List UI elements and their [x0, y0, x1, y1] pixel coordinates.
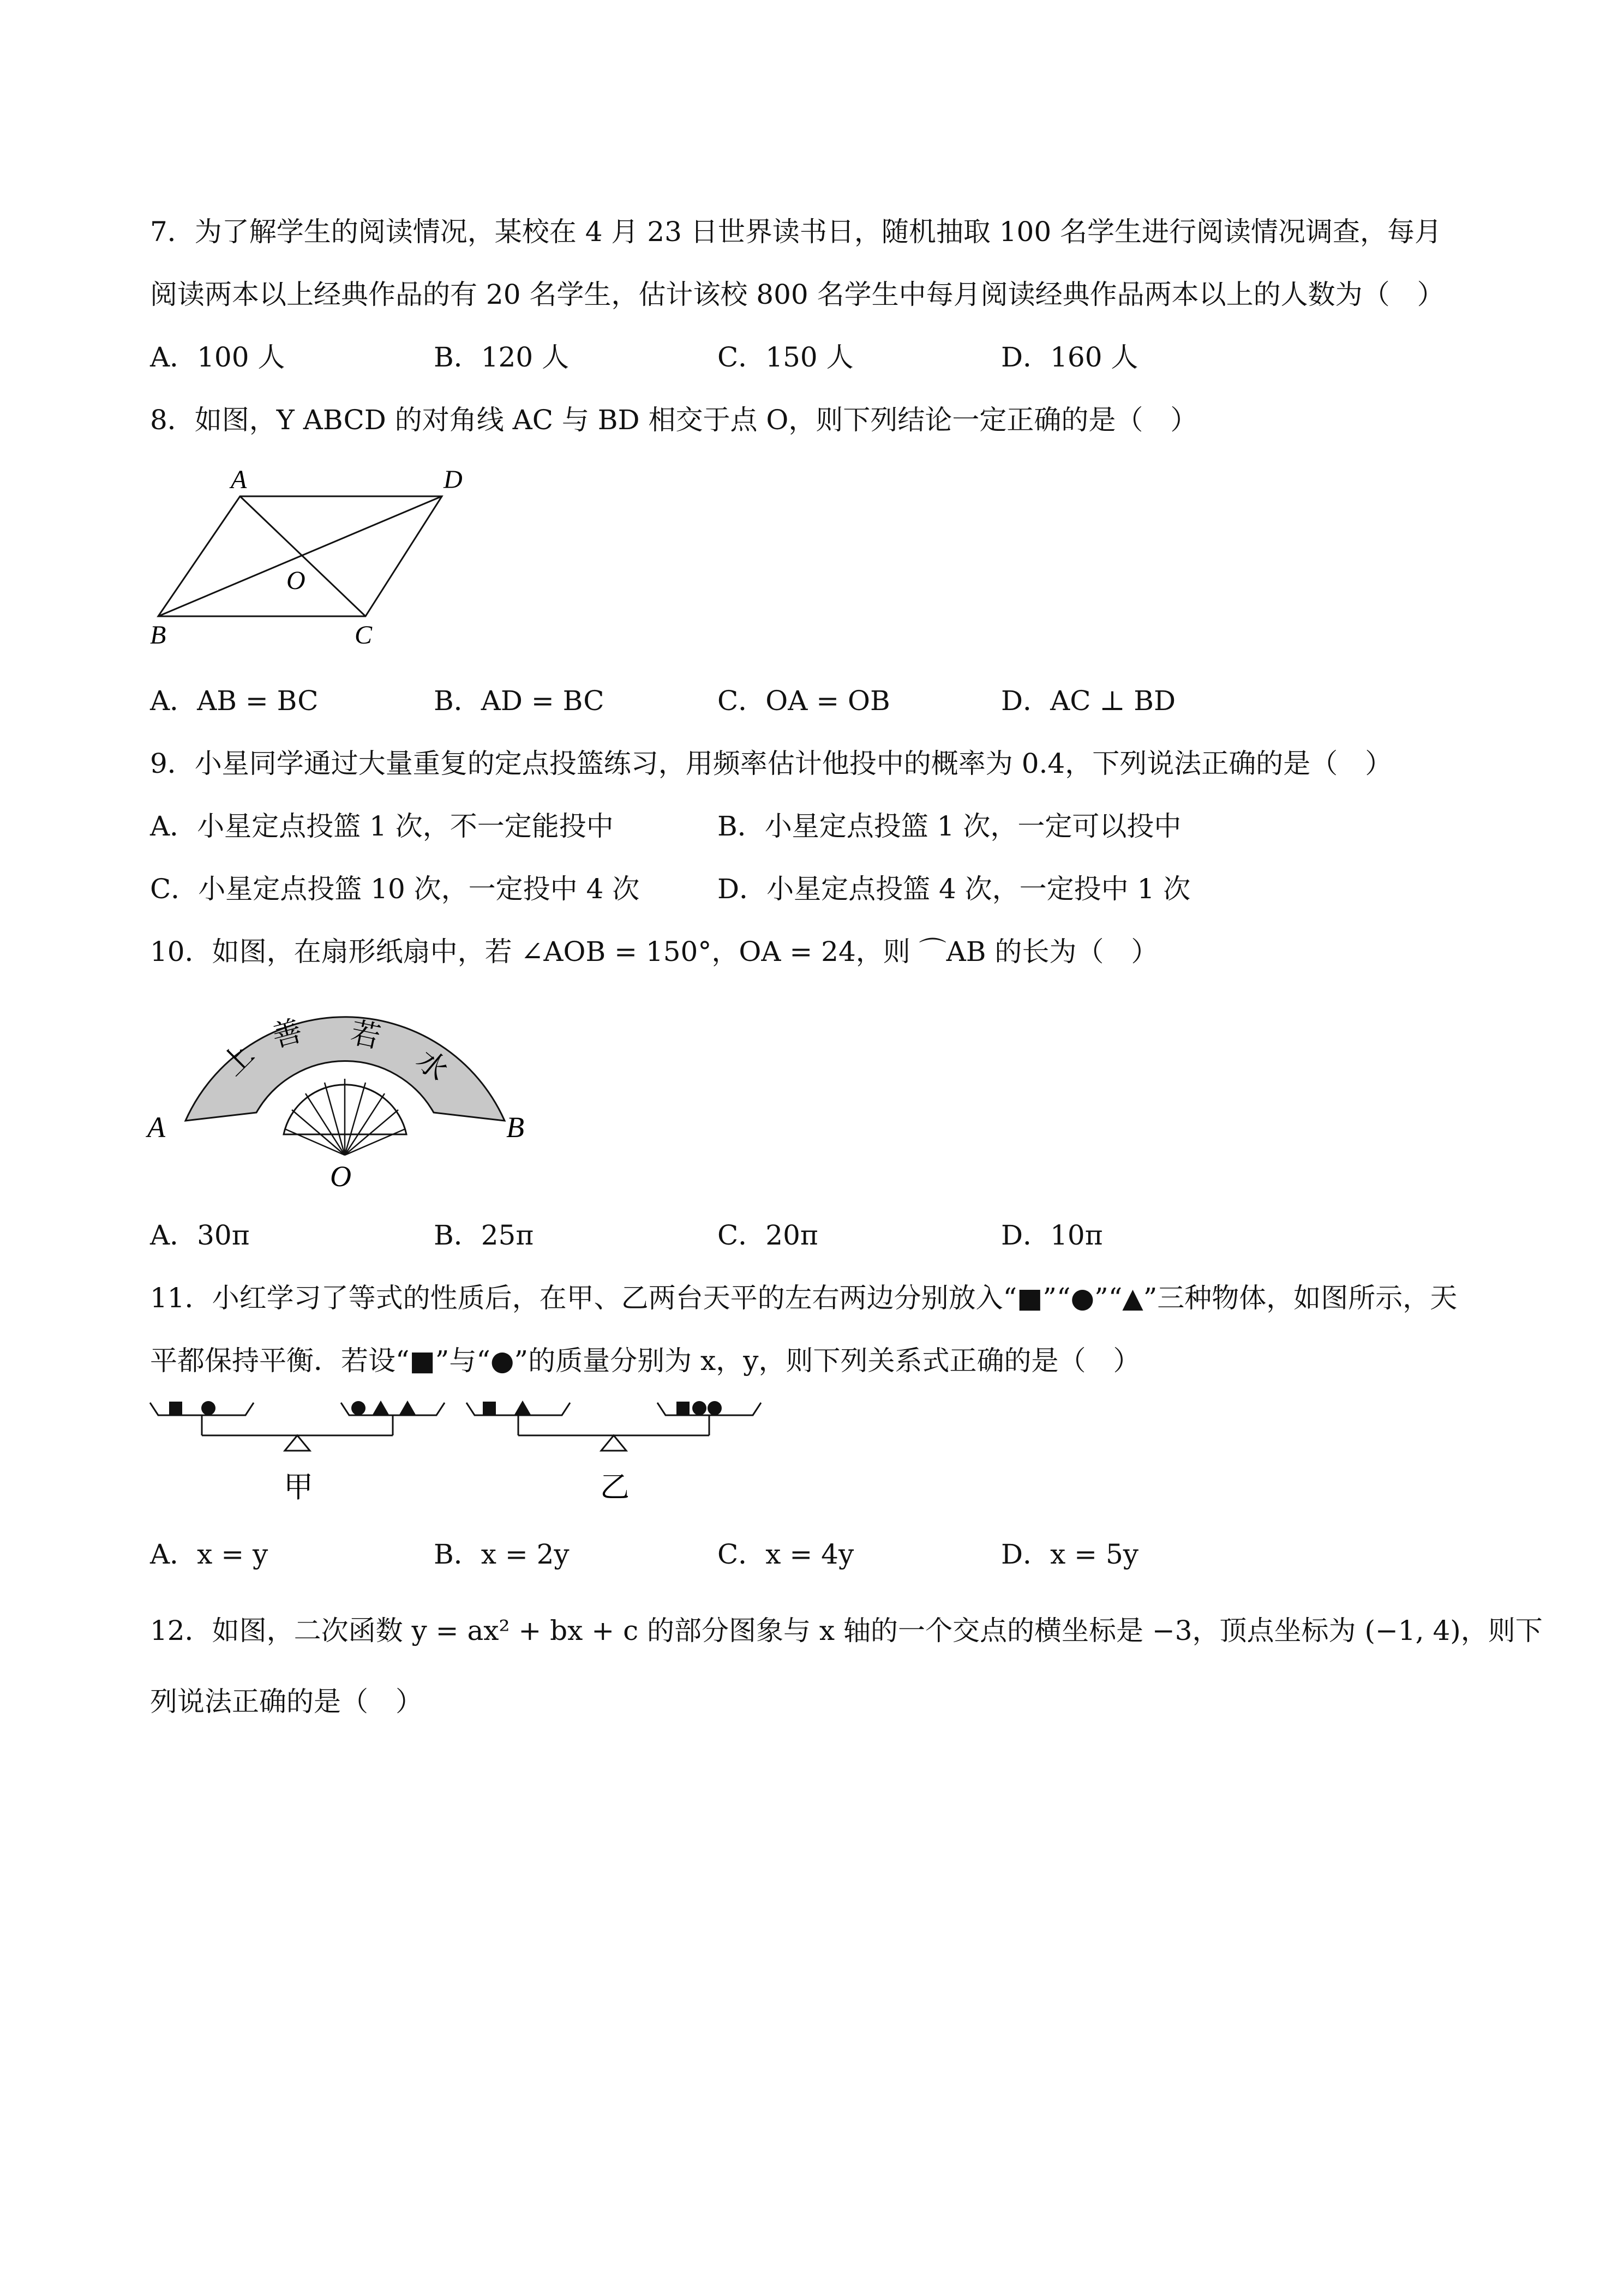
q7-option-d: D．160 人 [1001, 341, 1138, 373]
fan-char-3: 若 [347, 1016, 383, 1054]
label-a: A [147, 1111, 165, 1144]
q7-option-b: B．120 人 [434, 341, 570, 373]
fan-char-1: 上 [216, 1037, 260, 1082]
q7-option-a: A．100 人 [150, 341, 285, 373]
triangle-weight [514, 1401, 531, 1415]
circle-weight [708, 1401, 722, 1415]
q9-option-b: B．小星定点投篮 1 次，一定可以投中 [717, 810, 1182, 842]
q11-option-d: D．x = 5y [1001, 1538, 1139, 1570]
label-a: A [231, 465, 247, 494]
q12-stem-line2: 列说法正确的是（ ） [150, 1686, 423, 1717]
q8-stem: 8．如图，Y ABCD 的对角线 AC 与 BD 相交于点 O，则下列结论一定正确的是（ ） [150, 404, 1198, 436]
fan-figure [142, 982, 556, 1200]
balance-jia-label: 甲 [284, 1471, 313, 1504]
fan-char-4: 水 [410, 1043, 454, 1087]
square-weight [483, 1402, 496, 1415]
q10-option-b: B．25π [434, 1219, 534, 1251]
q11-stem-line2: 平都保持平衡．若设“■”与“●”的质量分别为 x，y，则下列关系式正确的是（ ） [150, 1345, 1141, 1377]
q7-stem-line1: 7．为了解学生的阅读情况，某校在 4 月 23 日世界读书日，随机抽取 100 名学生进行阅读情况调查，每月 [150, 216, 1442, 248]
diagonal-bd [158, 496, 442, 616]
q9-option-c: C．小星定点投篮 10 次，一定投中 4 次 [150, 873, 640, 905]
circle-weight [201, 1401, 215, 1415]
label-d: D [444, 465, 463, 494]
q12-stem-line1: 12．如图，二次函数 y = ax² + bx + c 的部分图象与 x 轴的一个交点的横坐标是 −3，顶点坐标为 (−1, 4)，则下 [150, 1615, 1543, 1646]
q8-option-d: D．AC ⊥ BD [1001, 685, 1176, 717]
q9-stem: 9．小星同学通过大量重复的定点投篮练习，用频率估计他投中的概率为 0.4，下列说法正确的是（ ） [150, 748, 1393, 779]
square-weight [169, 1402, 182, 1415]
circle-weight [692, 1401, 706, 1415]
triangle-weight [399, 1401, 416, 1415]
q7-option-c: C．150 人 [717, 341, 854, 373]
label-o: O [286, 566, 305, 595]
q10-option-a: A．30π [150, 1219, 250, 1251]
q11-stem-line1: 11．小红学习了等式的性质后，在甲、乙两台天平的左右两边分别放入“■”“●”“▲”三种物体，如图所示，天 [150, 1282, 1458, 1314]
q11-option-a: A．x = y [150, 1538, 268, 1570]
q11-option-b: B．x = 2y [434, 1538, 570, 1570]
q10-option-c: C．20π [717, 1219, 818, 1251]
balance-yi-label: 乙 [600, 1471, 630, 1504]
diagonal-ac [240, 496, 365, 616]
parallelogram-figure [142, 464, 480, 660]
square-weight [676, 1402, 690, 1415]
label-b: B [150, 621, 166, 650]
label-b: B [506, 1111, 524, 1144]
q8-option-b: B．AD = BC [434, 685, 604, 717]
fan-char-2: 善 [268, 1014, 306, 1054]
q8-option-c: C．OA = OB [717, 685, 890, 717]
q9-option-d: D．小星定点投篮 4 次，一定投中 1 次 [717, 873, 1191, 905]
q7-stem-line2: 阅读两本以上经典作品的有 20 名学生，估计该校 800 名学生中每月阅读经典作品两本以上的人数为（ ） [150, 279, 1445, 310]
balance-figure [147, 1396, 775, 1527]
q11-option-c: C．x = 4y [717, 1538, 854, 1570]
q10-stem: 10．如图，在扇形纸扇中，若 ∠AOB = 150°，OA = 24，则 ⌒AB 的长为（ ） [150, 936, 1159, 967]
triangle-weight [373, 1401, 389, 1415]
label-o: O [330, 1160, 351, 1193]
q10-option-d: D．10π [1001, 1219, 1103, 1251]
q8-option-a: A．AB = BC [150, 685, 319, 717]
q9-option-a: A．小星定点投篮 1 次，不一定能投中 [150, 810, 614, 842]
balance-jia [150, 1403, 445, 1451]
label-c: C [355, 621, 373, 650]
circle-weight [351, 1401, 365, 1415]
